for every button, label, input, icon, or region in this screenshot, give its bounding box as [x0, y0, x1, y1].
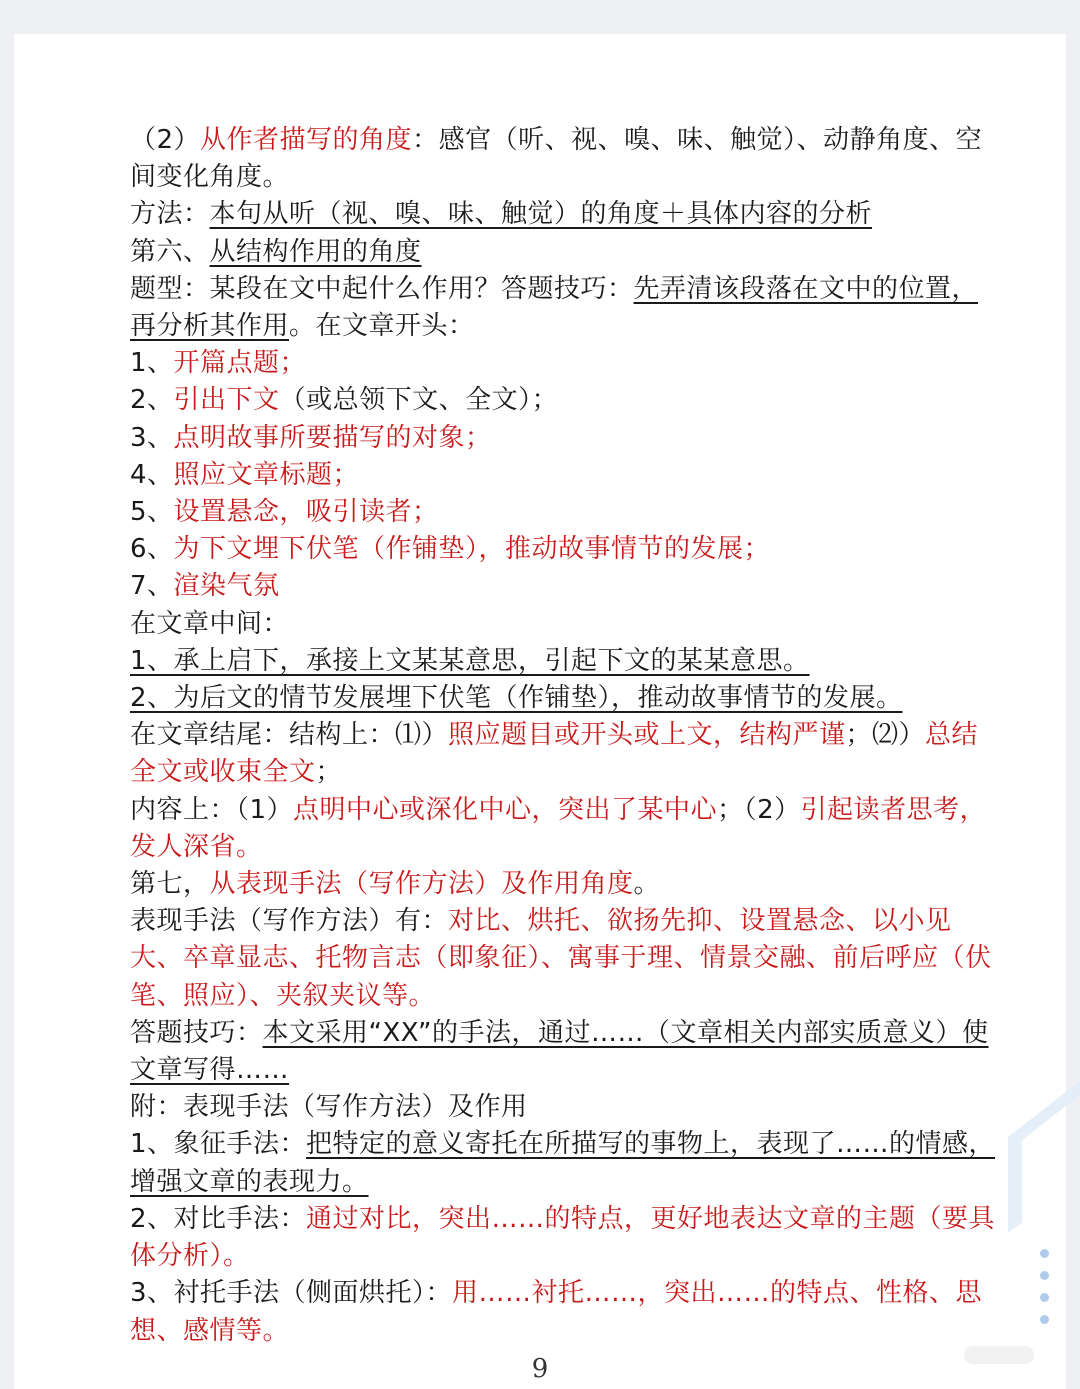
list-item: 6、为下文埋下伏笔（作铺垫），推动故事情节的发展； — [130, 534, 771, 565]
list-item: 7、渲染气氛 — [130, 571, 280, 602]
heading-section-6: 第六、从结构作用的角度 — [130, 236, 422, 267]
appendix-item-symbolism: 1、象征手法：把特定的意义寄托在所描写的事物上，表现了……的情感，增强文章的表现力。 — [130, 1129, 996, 1197]
document-body — [74, 122, 1004, 1350]
list-item: 1、开篇点题； — [130, 348, 307, 379]
opening-list — [74, 345, 1004, 605]
list-item: 5、设置悬念，吸引读者； — [130, 497, 439, 528]
decorative-corner-graphic — [1006, 1099, 1066, 1339]
heading-section-7: 第七，从表现手法（写作方法）及作用角度。 — [130, 869, 661, 900]
paragraph-ending-content: 内容上：（1）点明中心或深化中心，突出了某中心；（2）引起读者思考，发人深省。 — [130, 794, 987, 862]
appendix-heading: 附：表现手法（写作方法）及作用 — [130, 1092, 528, 1123]
paragraph-question-type: 题型：某段在文中起什么作用？答题技巧：先弄清该段落在文中的位置，再分析其作用。在文章开头： — [130, 273, 979, 342]
middle-item: 2、为后文的情节发展埋下伏笔（作铺垫），推动故事情节的发展。 — [130, 683, 903, 714]
paragraph-answer-tip: 答题技巧：本文采用“XX”的手法，通过……（文章相关内部实质意义）使文章写得…… — [130, 1017, 989, 1086]
list-item: 2、引出下文（或总领下文、全文）； — [130, 385, 559, 416]
watermark-badge — [964, 1346, 1034, 1364]
paragraph-techniques: 表现手法（写作方法）有：对比、烘托、欲扬先抑、设置悬念、以小见大、卒章显志、托物言志（即象征）、寓事于理、情景交融、前后呼应（伏笔、照应）、夹叙夹议等。 — [130, 906, 992, 1011]
document-page — [14, 34, 1066, 1389]
appendix-item-contrast: 2、对比手法：通过对比，突出……的特点，更好地表达文章的主题（要具体分析）。 — [130, 1203, 996, 1272]
paragraph-ending-structure: 在文章结尾：结构上：⑴）照应题目或开头或上文，结构严谨；⑵）总结全文或收束全文； — [130, 720, 979, 788]
list-item: 3、点明故事所要描写的对象； — [130, 422, 492, 453]
paragraph-perspective: （2）从作者描写的角度：感官（听、视、嗅、味、触觉）、动静角度、空间变化角度。 — [130, 125, 983, 193]
paragraph-method: 方法：本句从听（视、嗅、味、触觉）的角度＋具体内容的分析 — [130, 199, 873, 230]
page-number: 9 — [531, 1354, 549, 1384]
list-item: 4、照应文章标题； — [130, 459, 360, 490]
middle-heading: 在文章中间： — [130, 608, 290, 639]
appendix-item-foil: 3、衬托手法（侧面烘托）：用……衬托……，突出……的特点、性格、思想、感情等。 — [130, 1278, 983, 1346]
middle-item: 1、承上启下，承接上文某某意思，引起下文的某某意思。 — [130, 645, 810, 676]
